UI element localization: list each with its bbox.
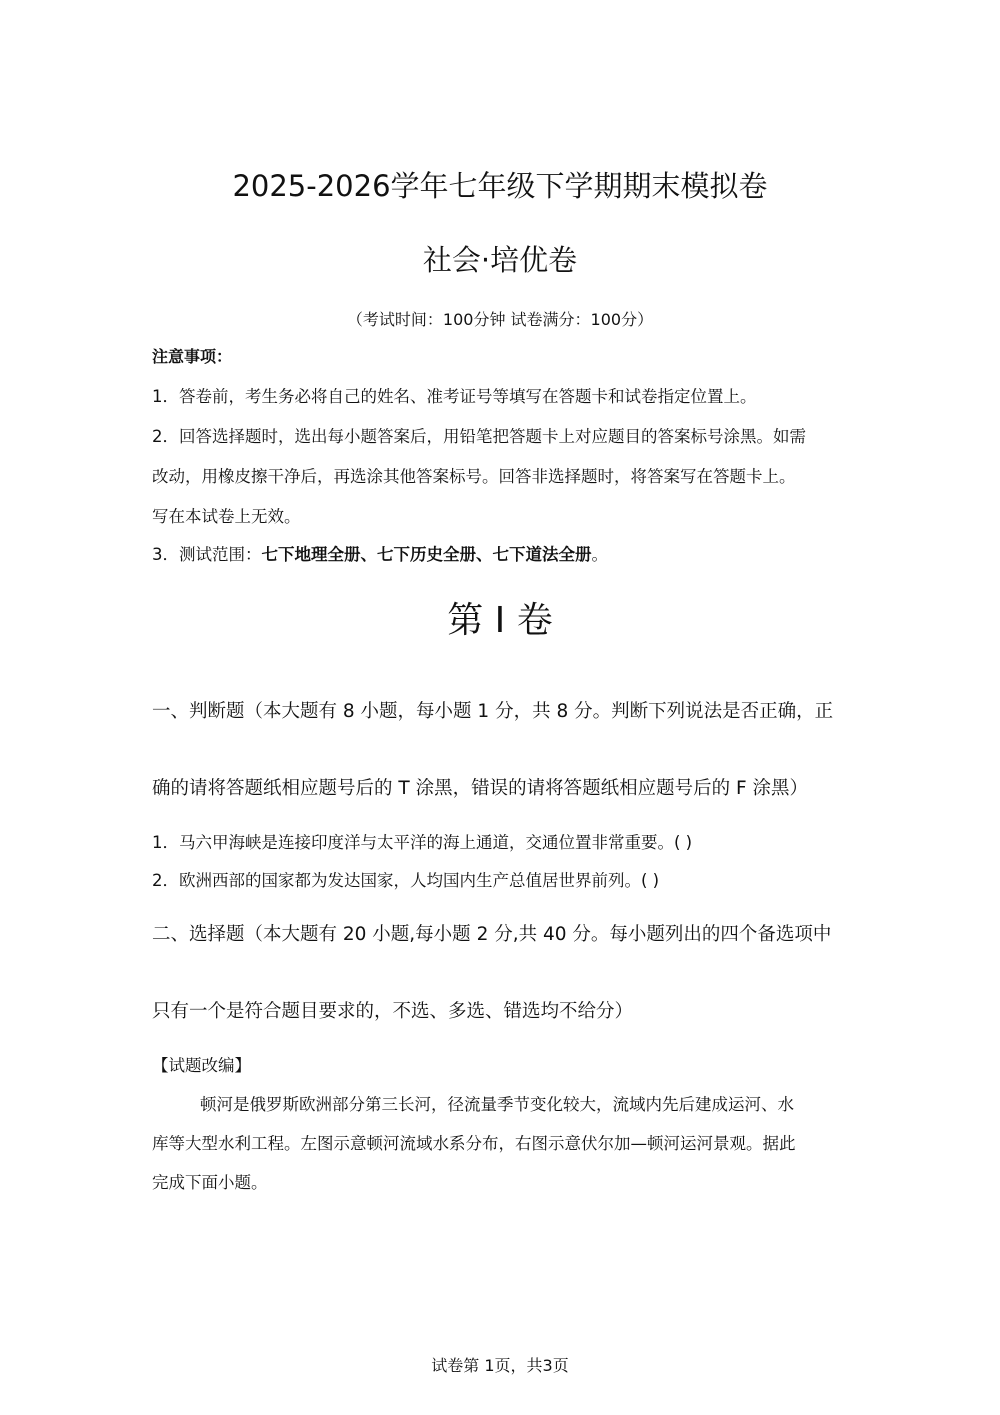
question-source-tag: 【试题改编】 xyxy=(152,1056,251,1075)
exam-subtitle: 社会·培优卷 xyxy=(422,243,578,277)
notice-item-2-line-1: 2．回答选择题时，选出每小题答案后，用铅笔把答题卡上对应题目的答案标号涂黑。如需 xyxy=(152,427,806,446)
notice-item-3 xyxy=(152,543,608,567)
question-1: 1．马六甲海峡是连接印度洋与太平洋的海上通道，交通位置非常重要。( ) xyxy=(152,833,693,852)
section-2-heading-line-1: 二、选择题（本大题有 20 小题,每小题 2 分,共 40 分。每小题列出的四个备选项中 xyxy=(152,924,832,945)
question-2: 2．欧洲西部的国家都为发达国家，人均国内生产总值居世界前列。( ) xyxy=(152,871,660,890)
exam-title: 2025-2026学年七年级下学期期末模拟卷 xyxy=(232,169,768,203)
section-2-heading-line-2: 只有一个是符合题目要求的，不选、多选、错选均不给分） xyxy=(152,1001,634,1022)
page-footer: 试卷第 1页，共3页 xyxy=(431,1356,569,1375)
notice-item-3-suffix: 。 xyxy=(591,545,608,564)
notice-item-1: 1．答卷前，考生务必将自己的姓名、准考证号等填写在答题卡和试卷指定位置上。 xyxy=(152,387,757,406)
notice-item-2-line-2: 改动，用橡皮擦干净后，再选涂其他答案标号。回答非选择题时，将答案写在答题卡上。 xyxy=(152,467,796,486)
notice-item-2-line-3: 写在本试卷上无效。 xyxy=(152,507,301,526)
notice-item-3-prefix: 3．测试范围： xyxy=(152,545,262,564)
volume-title: 第 I 卷 xyxy=(447,600,553,641)
exam-time-info: （考试时间：100分钟 试卷满分：100分） xyxy=(346,310,654,329)
section-1-heading-line-2: 确的请将答题纸相应题号后的 T 涂黑，错误的请将答题纸相应题号后的 F 涂黑） xyxy=(152,778,808,799)
passage-line-2: 库等大型水利工程。左图示意顿河流域水系分布，右图示意伏尔加—顿河运河景观。据此 xyxy=(152,1134,796,1153)
section-1-heading-line-1: 一、判断题（本大题有 8 小题，每小题 1 分，共 8 分。判断下列说法是否正确，正 xyxy=(152,701,834,722)
test-scope: 七下地理全册、七下历史全册、七下道法全册 xyxy=(261,545,592,564)
passage-line-3: 完成下面小题。 xyxy=(152,1173,268,1192)
passage-line-1: 顿河是俄罗斯欧洲部分第三长河，径流量季节变化较大，流域内先后建成运河、水 xyxy=(200,1095,794,1114)
notice-heading: 注意事项： xyxy=(152,347,233,366)
